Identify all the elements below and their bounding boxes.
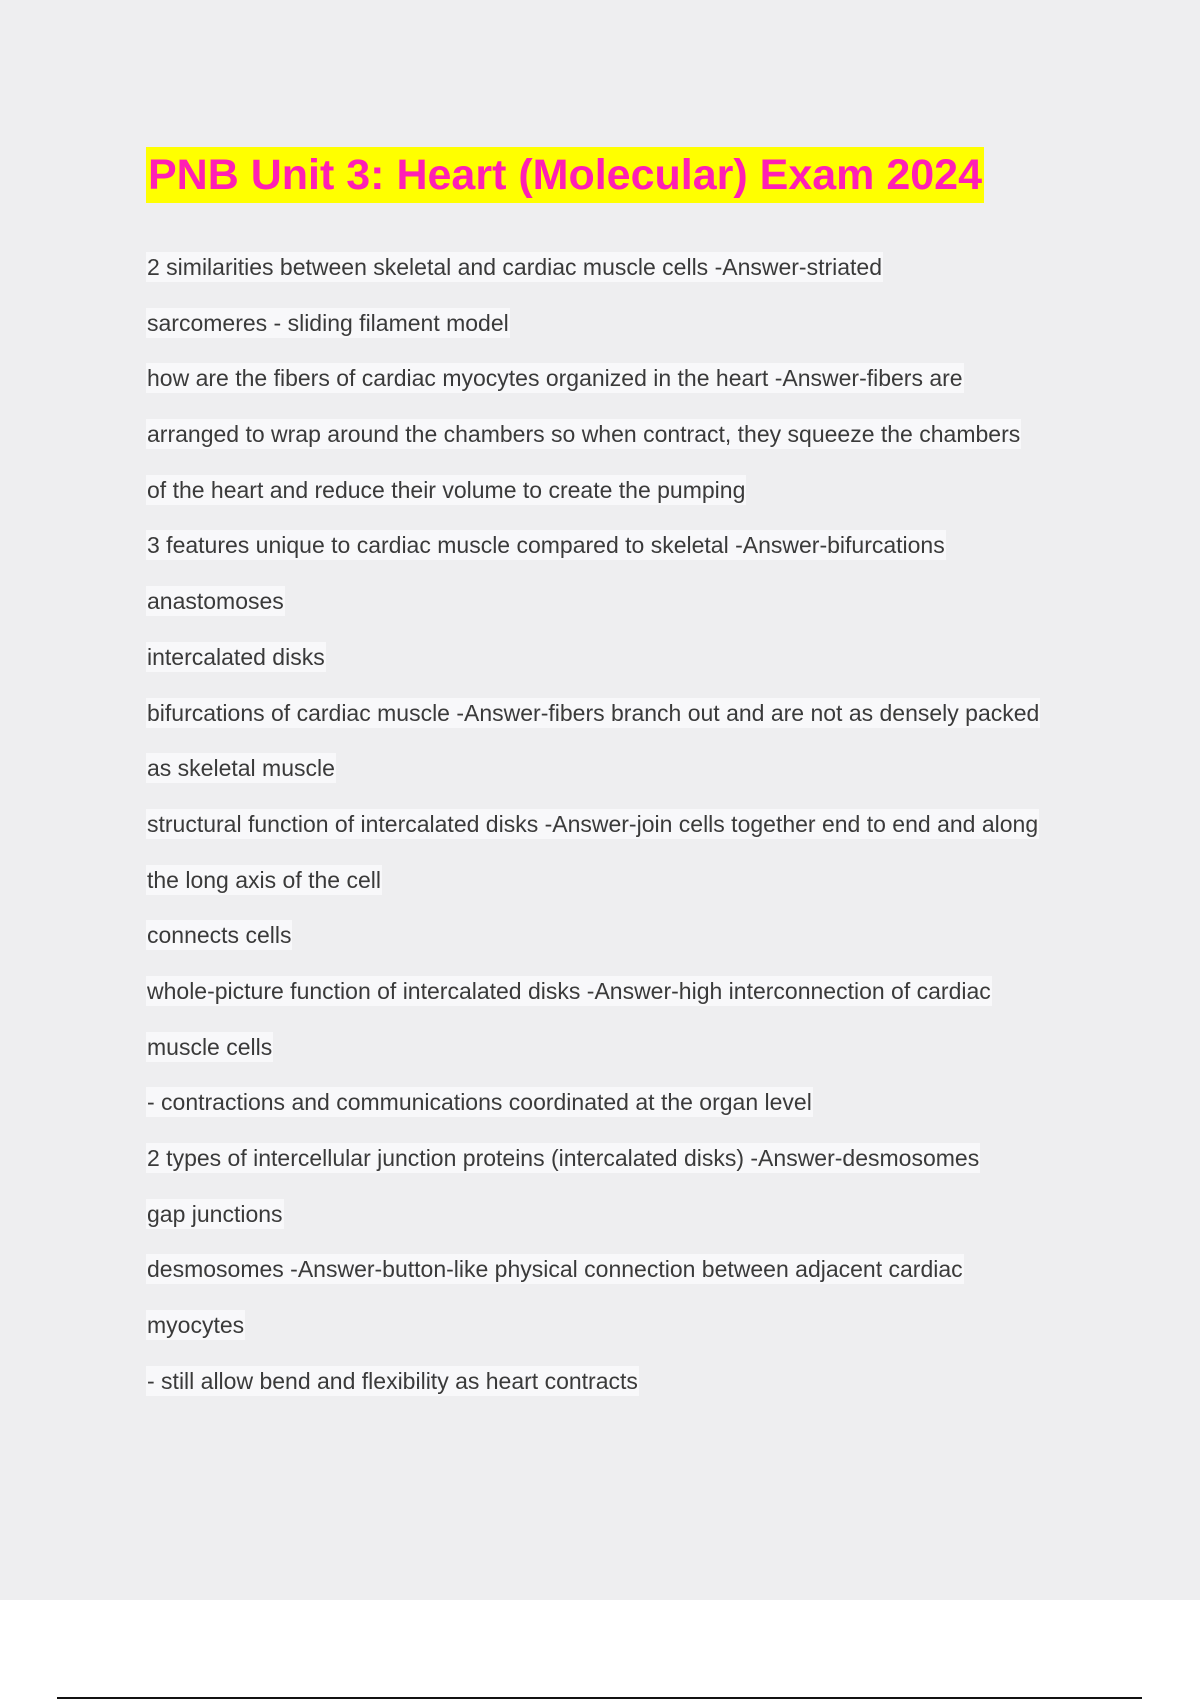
text-line-content: 2 similarities between skeletal and cardiac muscle cells -Answer-striated [147,254,883,280]
text-line-content: connects cells [147,922,292,949]
text-line [146,1366,1096,1422]
text-line [146,976,1096,1032]
text-line-content: sarcomeres - sliding filament model [147,309,509,336]
text-line [146,642,1096,698]
text-line-content: anastomoses [147,588,284,615]
text-line [146,586,1096,642]
text-line [146,419,1096,475]
text-line [146,1199,1096,1255]
text-line [146,1143,1096,1199]
text-line [146,865,1096,921]
text-line [146,1254,1096,1310]
text-line-content: structural function of intercalated disks -Answer-join cells together end to end and along [147,810,1039,837]
footer-divider [57,1697,1142,1699]
text-line-content: - still allow bend and flexibility as heart contracts [147,1367,638,1394]
document-title: PNB Unit 3: Heart (Molecular) Exam 2024 [146,147,984,203]
text-line-content: 2 types of intercellular junction proteins (intercalated disks) -Answer-desmosomes [147,1145,980,1171]
text-line [146,530,1096,586]
text-line [146,809,1096,865]
title-block [146,147,984,203]
text-line [146,920,1096,976]
text-line [146,252,1096,308]
text-line-content: desmosomes -Answer-button-like physical connection between adjacent cardiac [147,1256,963,1283]
text-line-content: muscle cells [147,1033,273,1060]
text-line [146,753,1096,809]
text-line [146,1032,1096,1088]
text-line-content: bifurcations of cardiac muscle -Answer-fibers branch out and are not as densely packed [147,699,1040,726]
document-body [146,252,1096,1421]
text-line [146,308,1096,364]
text-line-content: of the heart and reduce their volume to create the pumping [147,476,746,503]
text-line-content: myocytes [147,1312,245,1339]
text-line-content: - contractions and communications coordinated at the organ level [147,1089,812,1116]
text-line-content: intercalated disks [147,643,325,670]
text-line-content: the long axis of the cell [147,866,381,893]
text-line [146,698,1096,754]
text-line [146,363,1096,419]
text-line-content: gap junctions [147,1200,283,1227]
text-line-content: 3 features unique to cardiac muscle compared to skeletal -Answer-bifurcations [147,532,945,559]
text-line-content: whole-picture function of intercalated disks -Answer-high interconnection of cardiac [147,977,991,1004]
text-line [146,1310,1096,1366]
text-line [146,1087,1096,1143]
text-line-content: as skeletal muscle [147,755,335,782]
text-line-content: how are the fibers of cardiac myocytes organized in the heart -Answer-fibers are [147,365,963,392]
text-line-content: arranged to wrap around the chambers so when contract, they squeeze the chambers [147,421,1021,448]
text-line [146,475,1096,531]
